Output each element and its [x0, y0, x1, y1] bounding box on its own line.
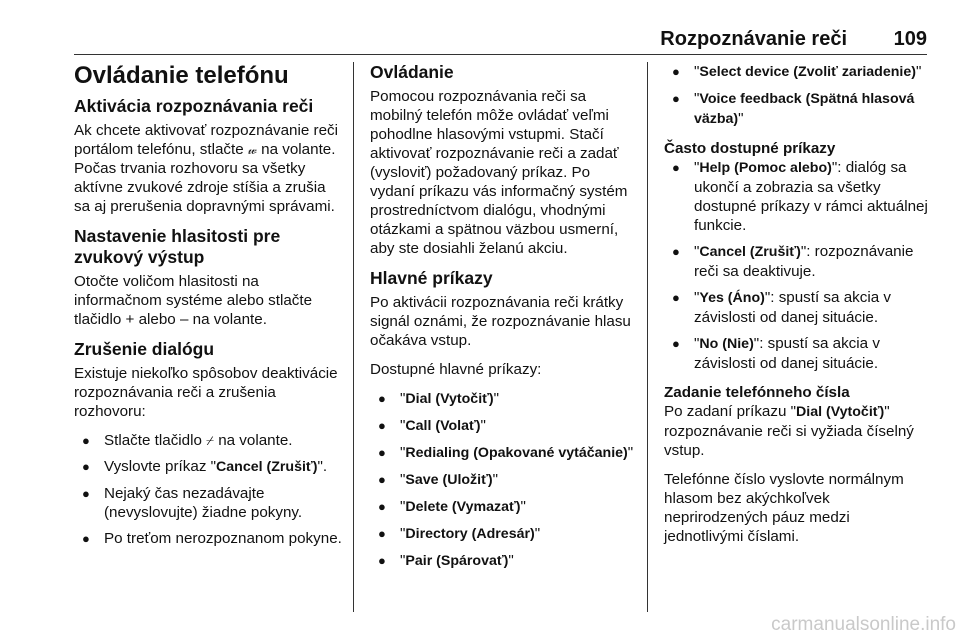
- main-commands-lead: Dostupné hlavné príkazy:: [370, 361, 542, 378]
- operation-text: Pomocou rozpoznávania reči sa mobilný telefón môže ovládať veľmi pohodlne hlasovými vstupmi. Stačí aktivovať rozpoznávanie reči a zadať (vysloviť) požadovaný príkaz. Po vydaní príkazu vás informačný systém prostredníctvom dialógu, vhodnými otázkami a spätnou väzbou usmerní, aby ste dosiahli želanú akciu.: [370, 88, 628, 257]
- cancel-text: Existuje niekoľko spôsobov deaktivácie rozpoznávania reči a zrušenia rozhovoru:: [74, 365, 338, 420]
- list-item: ● Po treťom nerozpoznanom pokyne.: [74, 529, 344, 548]
- volume-text: Otočte voličom hlasitosti na informačnom systéme alebo stlačte tlačidlo + alebo – na volante.: [74, 273, 313, 328]
- page-number: 109: [893, 28, 927, 50]
- section-heading-operation: Ovládanie: [370, 62, 454, 82]
- header-rule: [74, 54, 927, 55]
- activation-text: Ak chcete aktivovať rozpoznávanie reči portálom telefónu, stlačte 𝓌 na volante. Počas trvania rozhovoru sa všetky aktívne zvukové zdroje stíšia a zrušia sa aj prerušenia dopravnými správami.: [74, 122, 339, 215]
- list-item: ● "Cancel (Zrušiť)": rozpoznávanie reči sa deaktivuje.: [664, 242, 929, 281]
- column-divider-2: [647, 62, 648, 612]
- list-item: ● Vyslovte príkaz "Cancel (Zrušiť)".: [74, 457, 344, 477]
- watermark: carmanualsonline.info: [771, 614, 956, 635]
- section-heading-cancel: Zrušenie dialógu: [74, 339, 215, 359]
- section-heading-phone-number: Zadanie telefónneho čísla: [664, 384, 850, 401]
- list-item: ● "Directory (Adresár)": [370, 524, 635, 544]
- list-item: ● "Voice feedback (Spätná hlasová väzba)": [664, 89, 929, 129]
- section-heading-main-commands: Hlavné príkazy: [370, 268, 493, 288]
- list-item: ● Nejaký čas nezadávajte (nevyslovujte) žiadne pokyny.: [74, 484, 344, 522]
- phone-number-instructions: Telefónne číslo vyslovte normálnym hlasom bez akýchkoľvek neprirodzených páuz medzi jednotlivými číslami.: [664, 471, 904, 545]
- list-item: ● "Help (Pomoc alebo)": dialóg sa ukončí a zobrazia sa všetky dostupné príkazy v rámci aktuálnej funkcie.: [664, 158, 929, 235]
- section-heading-activation: Aktivácia rozpoznávania reči: [74, 96, 314, 116]
- phone-hangup-icon: ⌿: [206, 433, 214, 448]
- list-item: ● "Save (Uložiť)": [370, 470, 635, 490]
- list-item: ● "Yes (Áno)": spustí sa akcia v závislosti od danej situácie.: [664, 288, 929, 327]
- voice-control-icon: 𝓌: [247, 142, 257, 157]
- column-3: [664, 62, 929, 556]
- main-commands-intro: Po aktivácii rozpoznávania reči krátky signál oznámi, že rozpoznávanie hlasu očakáva vstup.: [370, 294, 631, 349]
- more-commands-list: [664, 62, 929, 129]
- list-item: ● "Redialing (Opakované vytáčanie)": [370, 443, 635, 463]
- running-title: Rozpoznávanie reči: [660, 28, 847, 50]
- list-item: ● "No (Nie)": spustí sa akcia v závislosti od danej situácie.: [664, 334, 929, 373]
- column-2: [370, 62, 635, 581]
- common-commands-list: [664, 158, 929, 373]
- list-item: ● "Delete (Vymazať)": [370, 497, 635, 517]
- list-item: ● "Pair (Spárovať)": [370, 551, 635, 571]
- section-heading-common-commands: Často dostupné príkazy: [664, 140, 836, 157]
- section-heading-volume: Nastavenie hlasitosti pre zvukový výstup: [74, 226, 281, 267]
- list-item: ● "Call (Volať)": [370, 416, 635, 436]
- phone-number-text: Po zadaní príkazu "Dial (Vytočiť)" rozpoznávanie reči si vyžiada číselný vstup.: [664, 403, 914, 459]
- column-1: [74, 62, 344, 558]
- list-item: ● "Dial (Vytočiť)": [370, 389, 635, 409]
- main-commands-list: [370, 389, 635, 571]
- page-header: [74, 28, 927, 54]
- chapter-title: Ovládanie telefónu: [74, 62, 289, 89]
- list-item: ● Stlačte tlačidlo ⌿ na volante.: [74, 431, 344, 450]
- cancel-list: [74, 431, 344, 548]
- column-divider-1: [353, 62, 354, 612]
- list-item: ● "Select device (Zvoliť zariadenie)": [664, 62, 929, 82]
